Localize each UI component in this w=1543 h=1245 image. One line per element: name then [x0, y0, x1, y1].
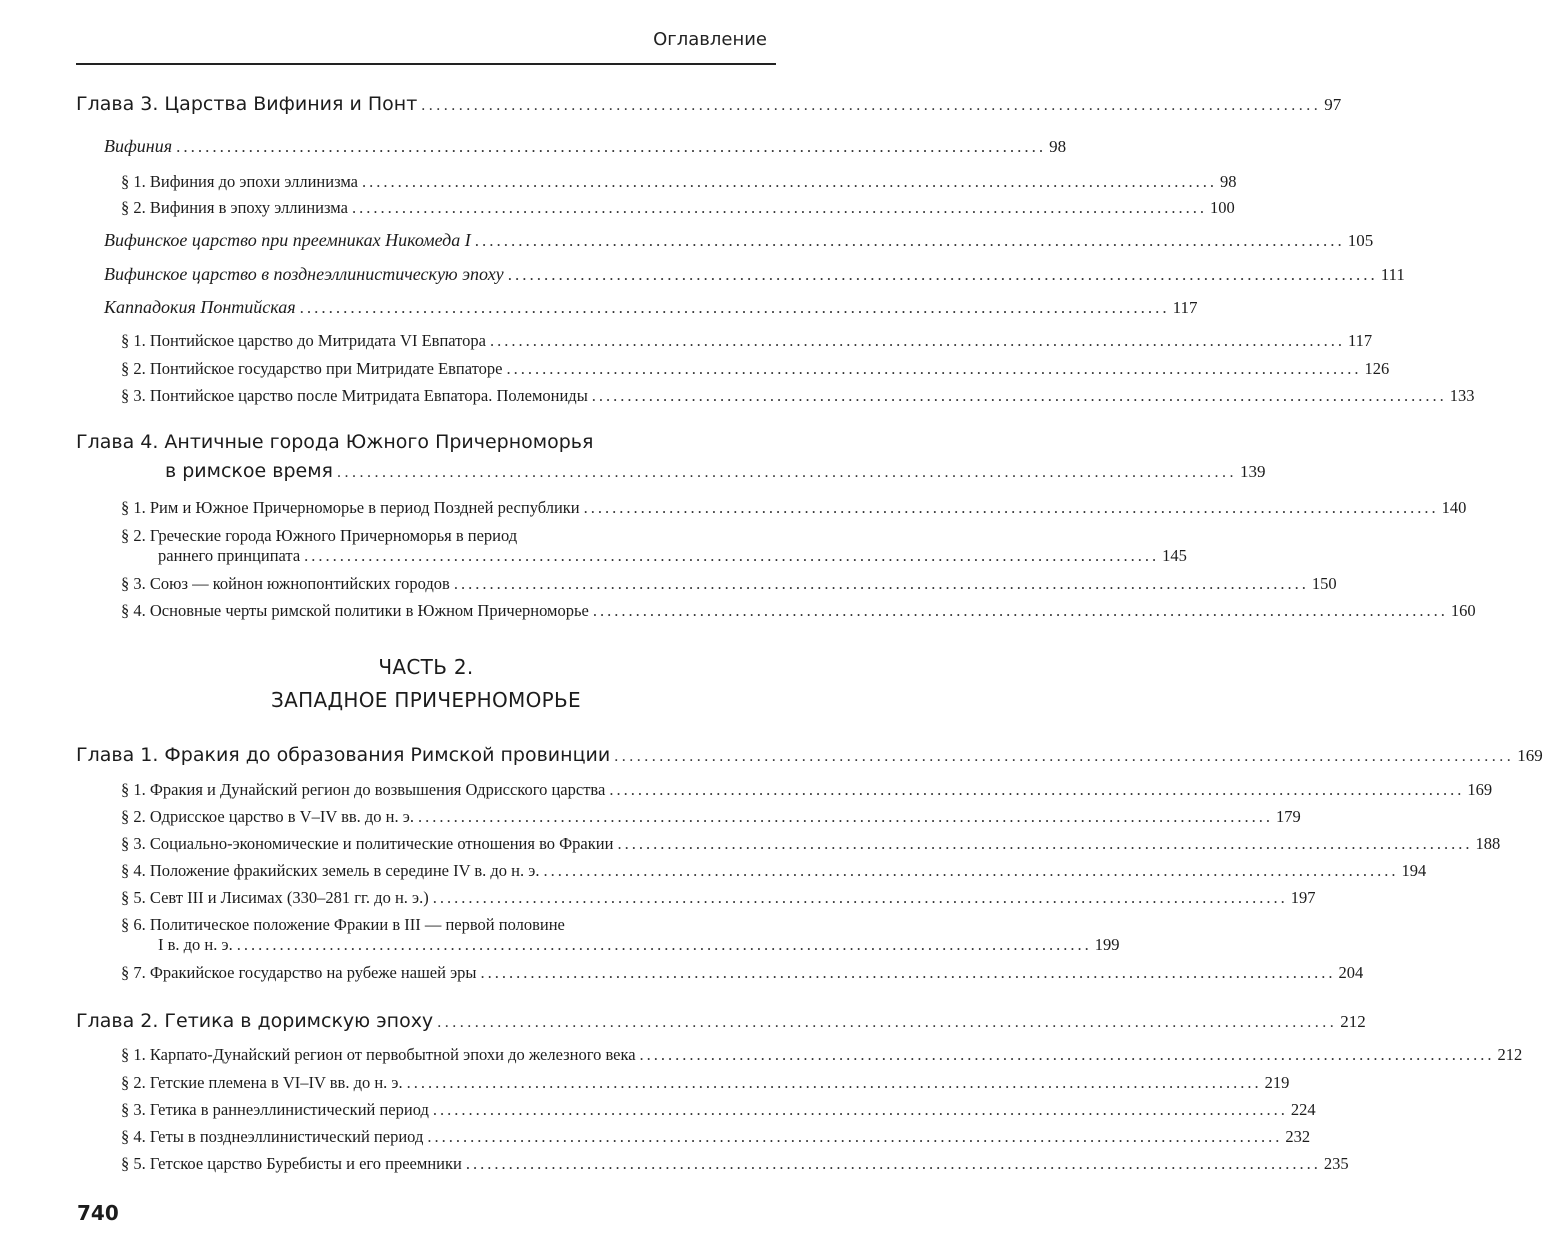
- toc-paragraph[interactable]: [121, 359, 1390, 379]
- toc-paragraph[interactable]: [121, 601, 1476, 621]
- leader-dots: ........................................................................................................................: [421, 97, 1322, 114]
- toc-page-number: 188: [1475, 834, 1501, 853]
- toc-page-number: 133: [1449, 386, 1475, 405]
- toc-paragraph-title: § 4. Положение фракийских земель в середине IV в. до н. э.: [121, 861, 540, 880]
- toc-chapter-1[interactable]: [76, 744, 1543, 766]
- toc-page-number: 197: [1290, 888, 1316, 907]
- leader-dots: ........................................................................................................................: [474, 231, 1345, 250]
- leader-dots: ........................................................................................................................: [480, 963, 1336, 982]
- toc-paragraph[interactable]: [121, 1100, 1316, 1120]
- toc-paragraph[interactable]: [121, 198, 1235, 218]
- toc-paragraph-title: § 3. Союз — койнон южнопонтийских городов: [121, 574, 450, 593]
- leader-dots: ........................................................................................................................: [639, 1045, 1495, 1064]
- toc-paragraph-title: § 3. Гетика в раннеэллинистический период: [121, 1100, 429, 1119]
- toc-paragraph-title: § 2. Понтийское государство при Митридате Евпаторе: [121, 359, 503, 378]
- toc-paragraph[interactable]: [121, 386, 1475, 406]
- toc-paragraph[interactable]: [158, 546, 1187, 566]
- leader-dots: ........................................................................................................................: [591, 386, 1447, 405]
- toc-paragraph[interactable]: [121, 498, 1467, 518]
- toc-paragraph[interactable]: [121, 1045, 1523, 1065]
- page-number: 740: [77, 1201, 119, 1225]
- toc-chapter-title: Глава 2. Гетика в доримскую эпоху: [76, 1010, 434, 1032]
- toc-paragraph-title: § 1. Вифиния до эпохи эллинизма: [121, 172, 359, 191]
- toc-paragraph[interactable]: [121, 331, 1373, 351]
- toc-page-number: 111: [1380, 265, 1405, 284]
- leader-dots: ........................................................................................................................: [236, 935, 1092, 954]
- toc-page-number: 98: [1220, 172, 1237, 191]
- leader-dots: ........................................................................................................................: [336, 464, 1237, 481]
- toc-paragraph[interactable]: [121, 780, 1493, 800]
- toc-paragraph[interactable]: [121, 1127, 1311, 1147]
- toc-section-title: Вифиния: [104, 136, 173, 156]
- toc-page-number: 224: [1290, 1100, 1316, 1119]
- leader-dots: ........................................................................................................................: [453, 574, 1309, 593]
- leader-dots: ........................................................................................................................: [304, 546, 1160, 565]
- toc-page-number: 117: [1348, 331, 1373, 350]
- toc-page-number: 145: [1162, 546, 1187, 565]
- leader-dots: ........................................................................................................................: [437, 1014, 1338, 1031]
- toc-page-number: 150: [1311, 574, 1337, 593]
- toc-paragraph-title: § 1. Рим и Южное Причерноморье в период Поздней республики: [121, 498, 580, 517]
- toc-page-number: 204: [1338, 963, 1364, 982]
- toc-paragraph[interactable]: [121, 574, 1337, 594]
- leader-dots: ........................................................................................................................: [592, 601, 1448, 620]
- header-rule: [76, 63, 776, 65]
- leader-dots: ........................................................................................................................: [417, 807, 1273, 826]
- toc-paragraph-title: § 4. Геты в позднеэллинистический период: [121, 1127, 424, 1146]
- toc-chapter-title: Глава 3. Царства Вифиния и Понт: [76, 93, 418, 115]
- leader-dots: ........................................................................................................................: [432, 888, 1288, 907]
- toc-page-number: 199: [1094, 935, 1120, 954]
- toc-paragraph-title: раннего принципата: [158, 546, 301, 565]
- toc-section[interactable]: [104, 230, 1374, 251]
- toc-paragraph[interactable]: [121, 807, 1301, 827]
- toc-section-title: Вифинское царство в позднеэллинистическую эпоху: [104, 264, 504, 284]
- toc-paragraph[interactable]: [121, 861, 1427, 881]
- toc-chapter-3[interactable]: [76, 93, 1342, 115]
- toc-section[interactable]: [104, 297, 1198, 318]
- toc-paragraph-title-line1[interactable]: § 6. Политическое положение Фракии в III — первой половине: [121, 915, 565, 934]
- toc-chapter-4[interactable]: [165, 460, 1266, 482]
- toc-chapter-2[interactable]: [76, 1010, 1366, 1032]
- toc-section[interactable]: [104, 264, 1405, 285]
- toc-paragraph-title: § 3. Понтийское царство после Митридата Евпатора. Полемониды: [121, 386, 588, 405]
- toc-page-number: 169: [1517, 746, 1543, 765]
- toc-paragraph[interactable]: [121, 172, 1237, 192]
- toc-page-number: 194: [1401, 861, 1427, 880]
- toc-page-number: 105: [1347, 231, 1374, 250]
- toc-page-number: 212: [1497, 1045, 1523, 1064]
- toc-page-number: 235: [1323, 1154, 1349, 1173]
- leader-dots: ........................................................................................................................: [506, 359, 1362, 378]
- leader-dots: ........................................................................................................................: [507, 265, 1378, 284]
- toc-page-number: 179: [1275, 807, 1301, 826]
- toc-chapter-4-title-line1[interactable]: Глава 4. Античные города Южного Причерноморья: [76, 431, 594, 453]
- leader-dots: ........................................................................................................................: [490, 331, 1345, 350]
- running-header-title: Оглавление: [653, 29, 767, 50]
- toc-page-number: 232: [1285, 1127, 1311, 1146]
- toc-paragraph[interactable]: [121, 834, 1501, 854]
- leader-dots: ........................................................................................................................: [427, 1127, 1283, 1146]
- toc-paragraph-title: § 2. Гетские племена в VI–IV вв. до н. э.: [121, 1073, 403, 1092]
- leader-dots: ........................................................................................................................: [617, 834, 1473, 853]
- toc-paragraph[interactable]: [121, 1154, 1349, 1174]
- toc-chapter-title: в римское время: [165, 460, 333, 482]
- leader-dots: ........................................................................................................................: [543, 861, 1399, 880]
- toc-page-number: 100: [1209, 198, 1235, 217]
- toc-paragraph-title: § 1. Понтийское царство до Митридата VI Евпатора: [121, 331, 486, 350]
- toc-page-number: 160: [1450, 601, 1476, 620]
- toc-paragraph[interactable]: [158, 935, 1120, 955]
- leader-dots: ........................................................................................................................: [299, 298, 1170, 317]
- toc-paragraph-title: § 3. Социально-экономические и политические отношения во Фракии: [121, 834, 614, 853]
- toc-page-number: 98: [1049, 137, 1067, 156]
- toc-page-number: 212: [1340, 1012, 1366, 1031]
- toc-section-title: Вифинское царство при преемниках Никомеда I: [104, 230, 471, 250]
- part-heading-line1: ЧАСТЬ 2.: [378, 655, 474, 679]
- leader-dots: ........................................................................................................................: [351, 198, 1207, 217]
- toc-paragraph-title: § 2. Одрисское царство в V–IV вв. до н. э.: [121, 807, 414, 826]
- leader-dots: ........................................................................................................................: [609, 780, 1465, 799]
- toc-paragraph-title: § 1. Карпато-Дунайский регион от первобытной эпохи до железного века: [121, 1045, 636, 1064]
- toc-paragraph[interactable]: [121, 963, 1364, 983]
- toc-paragraph[interactable]: [121, 1073, 1290, 1093]
- toc-page-number: 169: [1467, 780, 1493, 799]
- toc-page-number: 139: [1239, 462, 1266, 481]
- toc-chapter-title: Глава 1. Фракия до образования Римской провинции: [76, 744, 611, 766]
- toc-paragraph-title: § 7. Фракийское государство на рубеже нашей эры: [121, 963, 477, 982]
- toc-page-number: 140: [1441, 498, 1467, 517]
- leader-dots: ........................................................................................................................: [465, 1154, 1321, 1173]
- toc-paragraph-title: I в. до н. э.: [158, 935, 233, 954]
- toc-paragraph-title-line1[interactable]: § 2. Греческие города Южного Причерноморья в период: [121, 526, 518, 545]
- toc-paragraph-title: § 5. Севт III и Лисимах (330–281 гг. до н. э.): [121, 888, 429, 907]
- leader-dots: ........................................................................................................................: [176, 137, 1047, 156]
- toc-paragraph-title: § 1. Фракия и Дунайский регион до возвышения Одрисского царства: [121, 780, 606, 799]
- leader-dots: ........................................................................................................................: [362, 172, 1218, 191]
- toc-section-bithynia[interactable]: [104, 136, 1067, 157]
- toc-page-number: 219: [1264, 1073, 1290, 1092]
- toc-page-number: 126: [1364, 359, 1390, 378]
- toc-section-title: Каппадокия Понтийская: [104, 297, 296, 317]
- part-heading-line2: ЗАПАДНОЕ ПРИЧЕРНОМОРЬЕ: [271, 688, 581, 712]
- toc-page-number: 97: [1324, 95, 1342, 114]
- toc-page-number: 117: [1172, 298, 1198, 317]
- toc-paragraph-title: § 5. Гетское царство Буребисты и его преемники: [121, 1154, 462, 1173]
- toc-paragraph-title: § 4. Основные черты римской политики в Южном Причерноморье: [121, 601, 589, 620]
- leader-dots: ........................................................................................................................: [406, 1073, 1262, 1092]
- leader-dots: ........................................................................................................................: [614, 748, 1515, 765]
- leader-dots: ........................................................................................................................: [432, 1100, 1288, 1119]
- toc-paragraph-title: § 2. Вифиния в эпоху эллинизма: [121, 198, 348, 217]
- toc-paragraph[interactable]: [121, 888, 1316, 908]
- leader-dots: ........................................................................................................................: [583, 498, 1439, 517]
